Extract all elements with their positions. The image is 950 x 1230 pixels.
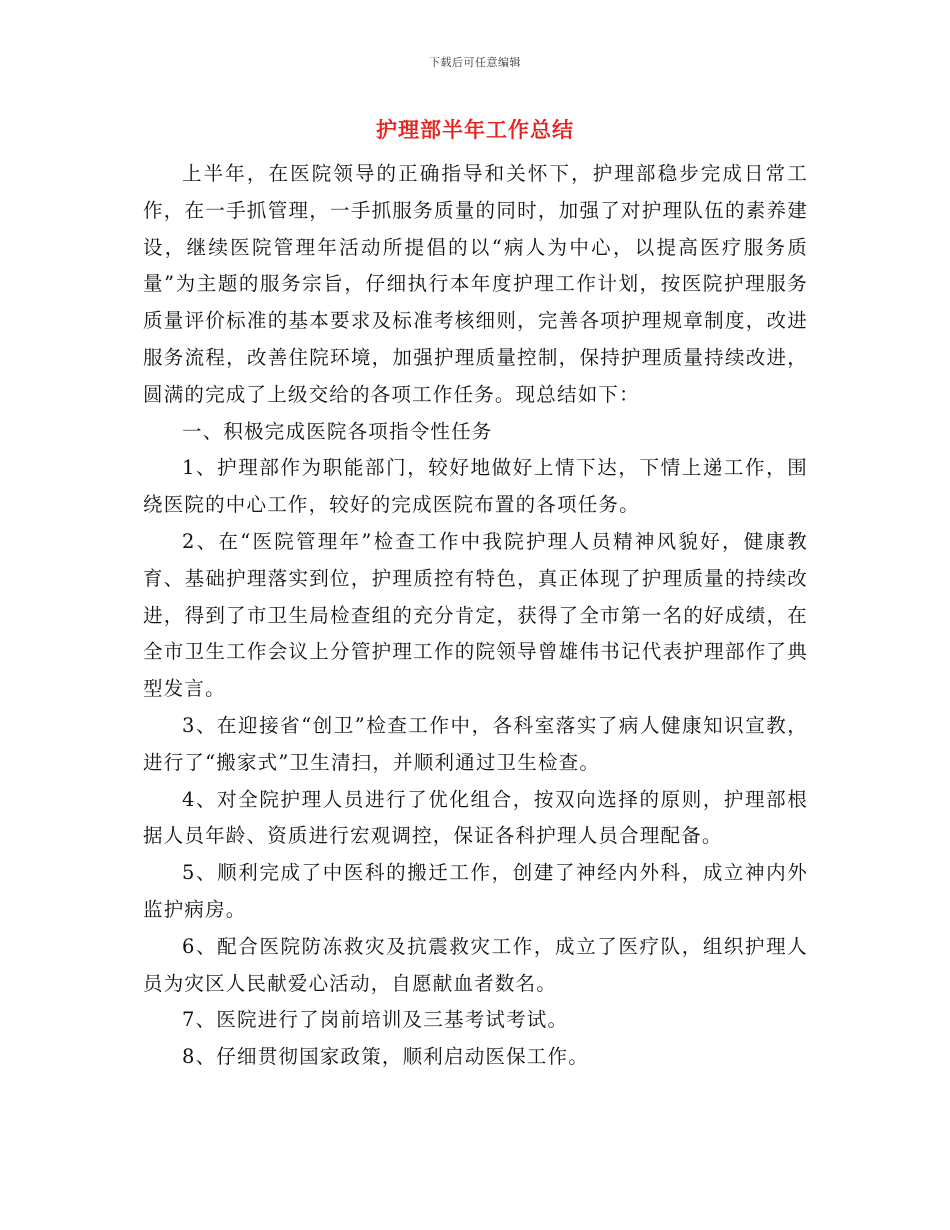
list-item: 2、在“医院管理年”检查工作中我院护理人员精神风貌好，健康教育、基础护理落实到位，护理质控有特色，真正体现了护理质量的持续改进，得到了市卫生局检查组的充分肯定，获得了全市第一名的好成绩，在全市卫生工作会议上分管护理工作的院领导曾雄伟书记代表护理部作了典型发言。 <box>143 529 808 701</box>
document-body <box>143 156 808 1076</box>
list-item: 1、护理部作为职能部门，较好地做好上情下达，下情上递工作，围绕医院的中心工作，较好的完成医院布置的各项任务。 <box>143 456 808 517</box>
section-heading: 一、积极完成医院各项指令性任务 <box>182 419 493 443</box>
header-note: 下载后可任意编辑 <box>429 56 521 69</box>
list-item: 6、配合医院防冻救灾及抗震救灾工作，成立了医疗队，组织护理人员为灾区人民献爱心活动，自愿献血者数名。 <box>143 934 808 995</box>
list-item: 4、对全院护理人员进行了优化组合，按双向选择的原则，护理部根据人员年龄、资质进行宏观调控，保证各科护理人员合理配备。 <box>143 787 808 848</box>
list-item: 8、仔细贯彻国家政策，顺利启动医保工作。 <box>182 1045 589 1069</box>
intro-paragraph: 上半年，在医院领导的正确指导和关怀下，护理部稳步完成日常工作，在一手抓管理，一手抓服务质量的同时，加强了对护理队伍的素养建设，继续医院管理年活动所提倡的以“病人为中心，以提高医疗服务质量”为主题的服务宗旨，仔细执行本年度护理工作计划，按医院护理服务质量评价标准的基本要求及标准考核细则，完善各项护理规章制度，改进服务流程，改善住院环境，加强护理质量控制，保持护理质量持续改进，圆满的完成了上级交给的各项工作任务。现总结如下： <box>143 162 808 406</box>
list-item: 3、在迎接省“创卫”检查工作中，各科室落实了病人健康知识宣教，进行了“搬家式”卫生清扫，并顺利通过卫生检查。 <box>143 713 808 774</box>
list-item: 5、顺利完成了中医科的搬迁工作，创建了神经内外科，成立神内外监护病房。 <box>143 861 808 921</box>
document-title: 护理部半年工作总结 <box>376 117 574 142</box>
list-item: 7、医院进行了岗前培训及三基考试考试。 <box>182 1008 569 1032</box>
